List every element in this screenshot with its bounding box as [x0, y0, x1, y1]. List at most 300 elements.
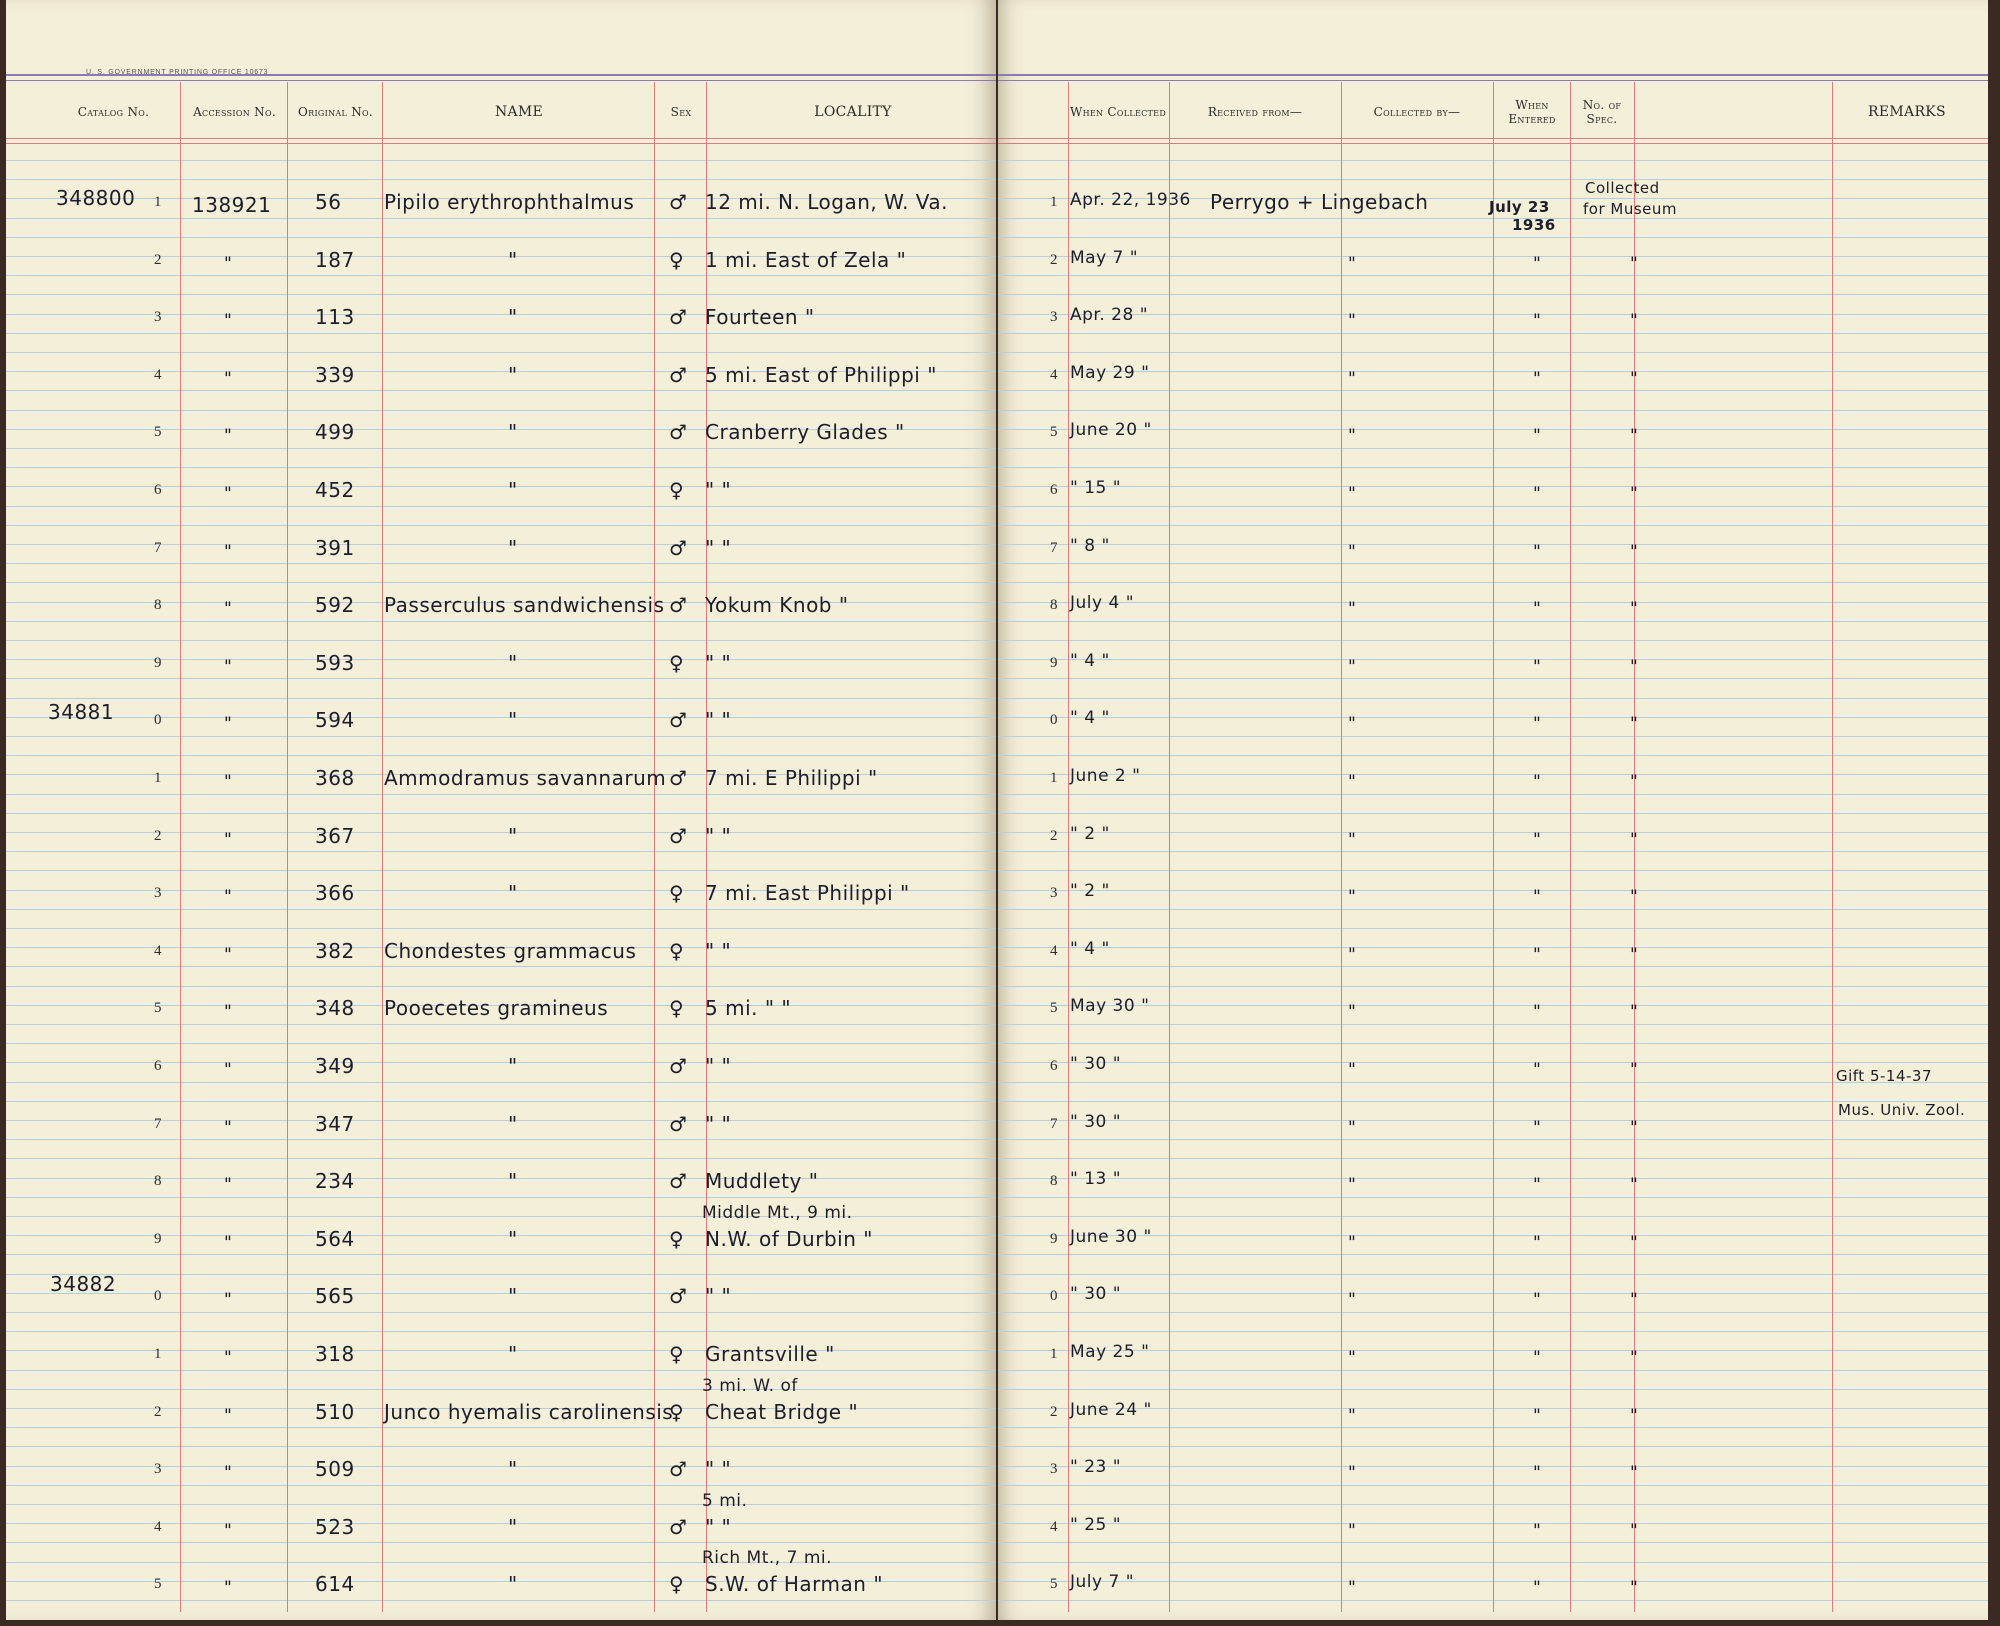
date-collected: June 2 " [1070, 766, 1141, 786]
original-number: 509 [315, 1457, 355, 1481]
accession-ditto: " [224, 254, 233, 274]
column-divider [1493, 82, 1494, 1612]
spec-ditto: " [1630, 1578, 1639, 1598]
locality-number: 7 [1050, 540, 1058, 556]
sex-symbol: ♂ [669, 1284, 688, 1308]
collected-by-ditto: " [1348, 369, 1357, 389]
sex-symbol: ♂ [669, 536, 688, 560]
original-number: 318 [315, 1342, 355, 1366]
collected-by-ditto: " [1348, 1175, 1357, 1195]
remarks-collected: Collected [1585, 179, 1660, 197]
entered-ditto: " [1533, 945, 1542, 965]
locality: " " [705, 824, 732, 848]
original-number: 234 [315, 1169, 355, 1193]
row-digit: 4 [154, 1519, 162, 1535]
ruled-line [6, 179, 996, 180]
locality-number: 3 [1050, 309, 1058, 325]
date-collected: May 25 " [1070, 1342, 1150, 1362]
locality-number: 6 [1050, 482, 1058, 498]
spec-ditto: " [1630, 484, 1639, 504]
ruled-line [6, 80, 996, 81]
species-name: " [508, 478, 518, 502]
collected-by-ditto: " [1348, 1002, 1357, 1022]
collected-by-ditto: " [1348, 254, 1357, 274]
entered-ditto: " [1533, 254, 1542, 274]
accession-ditto: " [224, 772, 233, 792]
species-name: " [508, 1054, 518, 1078]
ruled-line [6, 294, 996, 295]
spec-ditto: " [1630, 1175, 1639, 1195]
sex-symbol: ♀ [669, 1400, 685, 1424]
accession-ditto: " [224, 1578, 233, 1598]
locality: 7 mi. East Philippi " [705, 881, 910, 905]
locality: " " [705, 1112, 732, 1136]
locality: Muddlety " [705, 1169, 819, 1193]
accession-ditto: " [224, 1290, 233, 1310]
date-collected: " 4 " [1070, 651, 1110, 671]
row-digit: 5 [154, 1000, 162, 1016]
spec-ditto: " [1630, 1463, 1639, 1483]
gift-note-institution: Mus. Univ. Zool. [1838, 1101, 1966, 1119]
species-name: " [508, 248, 518, 272]
sex-symbol: ♂ [669, 420, 688, 444]
locality-number: 6 [1050, 1058, 1058, 1074]
collected-by-ditto: " [1348, 887, 1357, 907]
species-name: " [508, 1342, 518, 1366]
when-entered-entry: July 23 [1489, 198, 1550, 216]
original-number: 614 [315, 1572, 355, 1596]
row-digit: 8 [154, 597, 162, 613]
ruled-line [6, 143, 996, 144]
ruled-line [6, 1562, 996, 1563]
species-name: " [508, 824, 518, 848]
sex-symbol: ♂ [669, 190, 688, 214]
ruled-line [6, 1024, 996, 1025]
right-ledger-page [998, 0, 1988, 1620]
accession-ditto: " [224, 657, 233, 677]
date-collected: May 7 " [1070, 248, 1139, 268]
entered-ditto: " [1533, 1060, 1542, 1080]
ruled-line [6, 410, 996, 411]
locality: " " [705, 1457, 732, 1481]
locality-number: 4 [1050, 943, 1058, 959]
sex-symbol: ♂ [669, 363, 688, 387]
collected-by-ditto: " [1348, 1290, 1357, 1310]
sex-symbol: ♂ [669, 708, 688, 732]
sex-symbol: ♂ [669, 1054, 688, 1078]
column-divider [1341, 82, 1342, 1612]
locality: " " [705, 939, 732, 963]
entered-ditto: " [1533, 1002, 1542, 1022]
original-number: 565 [315, 1284, 355, 1308]
header-remarks: REMARKS [1868, 104, 1946, 120]
entered-ditto: " [1533, 1175, 1542, 1195]
original-number: 594 [315, 708, 355, 732]
date-collected: June 30 " [1070, 1227, 1152, 1247]
header-accession-no: Accession No. [193, 105, 276, 119]
ruled-line [6, 582, 996, 583]
ruled-line [6, 1139, 996, 1140]
ruled-line [998, 80, 1988, 81]
column-divider [287, 82, 288, 1612]
left-ledger-page [6, 0, 996, 1620]
original-number: 592 [315, 593, 355, 617]
ruled-line [6, 986, 996, 987]
ruled-line [6, 621, 996, 622]
collected-by-ditto: " [1348, 311, 1357, 331]
date-collected: " 15 " [1070, 478, 1122, 498]
row-digit: 1 [154, 770, 162, 786]
ruled-line [6, 1197, 996, 1198]
header-when-collected: When Collected [1069, 105, 1167, 119]
locality-number: 8 [1050, 597, 1058, 613]
locality-number: 5 [1050, 1576, 1058, 1592]
collected-by-ditto: " [1348, 772, 1357, 792]
accession-ditto: " [224, 830, 233, 850]
original-number: 452 [315, 478, 355, 502]
sex-symbol: ♂ [669, 1457, 688, 1481]
row-digit: 2 [154, 828, 162, 844]
accession-ditto: " [224, 1348, 233, 1368]
entered-ditto: " [1533, 599, 1542, 619]
row-digit: 0 [154, 712, 162, 728]
row-digit: 6 [154, 482, 162, 498]
header-catalog-no: Catalog No. [77, 105, 150, 119]
species-name: " [508, 1284, 518, 1308]
entered-ditto: " [1533, 1406, 1542, 1426]
ruled-line [6, 1485, 996, 1486]
ruled-line [6, 1427, 996, 1428]
ruled-line [6, 160, 996, 161]
accession-ditto: " [224, 369, 233, 389]
spec-ditto: " [1630, 1118, 1639, 1138]
date-collected: " 25 " [1070, 1515, 1122, 1535]
sex-symbol: ♂ [669, 766, 688, 790]
spec-ditto: " [1630, 945, 1639, 965]
locality-number: 0 [1050, 1288, 1058, 1304]
column-divider [1068, 82, 1069, 1612]
entered-ditto: " [1533, 657, 1542, 677]
species-name: " [508, 363, 518, 387]
locality: 7 mi. E Philippi " [705, 766, 878, 790]
row-digit: 1 [154, 194, 162, 210]
spec-ditto: " [1630, 311, 1639, 331]
row-digit: 5 [154, 1576, 162, 1592]
ruled-line [6, 1158, 996, 1159]
original-number: 348 [315, 996, 355, 1020]
locality: " " [705, 651, 732, 675]
row-digit: 2 [154, 1404, 162, 1420]
original-number: 56 [315, 190, 342, 214]
ruled-line [6, 563, 996, 564]
locality: " " [705, 1054, 732, 1078]
species-name: " [508, 1112, 518, 1136]
spec-ditto: " [1630, 542, 1639, 562]
original-number: 499 [315, 420, 355, 444]
row-digit: 8 [154, 1173, 162, 1189]
species-name: " [508, 708, 518, 732]
species-name: " [508, 1169, 518, 1193]
entered-ditto: " [1533, 1233, 1542, 1253]
locality-number: 2 [1050, 828, 1058, 844]
row-digit: 3 [154, 1461, 162, 1477]
spec-ditto: " [1630, 714, 1639, 734]
date-collected: " 4 " [1070, 939, 1110, 959]
ruled-line [6, 1446, 996, 1447]
species-name: " [508, 881, 518, 905]
locality: 1 mi. East of Zela " [705, 248, 907, 272]
collected-by-ditto: " [1348, 426, 1357, 446]
sex-symbol: ♂ [669, 1515, 688, 1539]
date-collected: June 20 " [1070, 420, 1152, 440]
original-number: 368 [315, 766, 355, 790]
ruled-line [6, 1274, 996, 1275]
date-collected: Apr. 22, 1936 [1070, 190, 1191, 210]
sex-symbol: ♂ [669, 593, 688, 617]
species-name: " [508, 1572, 518, 1596]
collected-by-ditto: " [1348, 1060, 1357, 1080]
entered-ditto: " [1533, 830, 1542, 850]
header-locality: LOCALITY [814, 104, 892, 120]
date-collected: June 24 " [1070, 1400, 1152, 1420]
ruled-line [6, 1370, 996, 1371]
date-collected: " 13 " [1070, 1169, 1122, 1189]
accession-ditto: " [224, 1060, 233, 1080]
date-collected: " 2 " [1070, 881, 1110, 901]
original-number: 349 [315, 1054, 355, 1078]
ruled-line [6, 275, 996, 276]
spec-ditto: " [1630, 426, 1639, 446]
original-number: 510 [315, 1400, 355, 1424]
ruled-line [6, 506, 996, 507]
printer-note: U. S. GOVERNMENT PRINTING OFFICE 10673 [86, 69, 269, 76]
locality: 12 mi. N. Logan, W. Va. [705, 190, 949, 214]
accession-ditto: " [224, 1406, 233, 1426]
locality-line-above: Middle Mt., 9 mi. [702, 1203, 853, 1223]
accession-ditto: " [224, 887, 233, 907]
entered-ditto: " [1533, 311, 1542, 331]
locality-number: 9 [1050, 1231, 1058, 1247]
collected-by-ditto: " [1348, 542, 1357, 562]
ruled-line [6, 390, 996, 391]
accession-ditto: " [224, 1233, 233, 1253]
locality-number: 5 [1050, 1000, 1058, 1016]
entered-ditto: " [1533, 484, 1542, 504]
date-collected: " 30 " [1070, 1112, 1122, 1132]
ruled-line [6, 1101, 996, 1102]
entered-ditto: " [1533, 772, 1542, 792]
locality: Grantsville " [705, 1342, 835, 1366]
ruled-line [6, 448, 996, 449]
locality: 5 mi. East of Philippi " [705, 363, 937, 387]
ruled-line [6, 909, 996, 910]
locality-number: 1 [1050, 770, 1058, 786]
date-collected: May 29 " [1070, 363, 1150, 383]
entered-ditto: " [1533, 426, 1542, 446]
original-number: 367 [315, 824, 355, 848]
spec-ditto: " [1630, 772, 1639, 792]
column-divider [1570, 82, 1571, 1612]
ruled-line [6, 1043, 996, 1044]
entered-ditto: " [1533, 369, 1542, 389]
ruled-line [6, 467, 996, 468]
original-number: 564 [315, 1227, 355, 1251]
collected-by-ditto: " [1348, 1348, 1357, 1368]
species-name: " [508, 1227, 518, 1251]
sex-symbol: ♂ [669, 1112, 688, 1136]
date-collected: Apr. 28 " [1070, 305, 1149, 325]
accession-number: 138921 [192, 193, 272, 217]
ruled-line [6, 1542, 996, 1543]
locality: " " [705, 1284, 732, 1308]
collected-by-ditto: " [1348, 945, 1357, 965]
ruled-line [6, 237, 996, 238]
ruled-line [6, 333, 996, 334]
row-digit: 3 [154, 309, 162, 325]
remarks-for-museum: for Museum [1583, 200, 1678, 218]
row-digit: 3 [154, 885, 162, 901]
ruled-line [6, 352, 996, 353]
collected-by-ditto: " [1348, 1463, 1357, 1483]
locality-number: 9 [1050, 655, 1058, 671]
species-name: Passerculus sandwichensis [384, 593, 665, 617]
locality-line-above: Rich Mt., 7 mi. [702, 1548, 833, 1568]
accession-ditto: " [224, 1463, 233, 1483]
date-collected: " 2 " [1070, 824, 1110, 844]
date-collected: July 4 " [1070, 593, 1135, 613]
locality-number: 1 [1050, 1346, 1058, 1362]
spec-ditto: " [1630, 887, 1639, 907]
row-digit: 2 [154, 252, 162, 268]
collected-by-ditto: " [1348, 1118, 1357, 1138]
locality: " " [705, 478, 732, 502]
spec-ditto: " [1630, 1406, 1639, 1426]
spec-ditto: " [1630, 1348, 1639, 1368]
original-number: 366 [315, 881, 355, 905]
species-name: " [508, 420, 518, 444]
date-collected: " 30 " [1070, 1054, 1122, 1074]
header-when-entered: When Entered [1508, 98, 1556, 126]
spec-ditto: " [1630, 254, 1639, 274]
ruled-line [6, 640, 996, 641]
original-number: 593 [315, 651, 355, 675]
accession-ditto: " [224, 599, 233, 619]
row-digit: 0 [154, 1288, 162, 1304]
collected-by-ditto: " [1348, 830, 1357, 850]
locality: N.W. of Durbin " [705, 1227, 873, 1251]
locality-number: 3 [1050, 1461, 1058, 1477]
entered-ditto: " [1533, 1463, 1542, 1483]
row-digit: 6 [154, 1058, 162, 1074]
collected-by-ditto: " [1348, 599, 1357, 619]
original-number: 382 [315, 939, 355, 963]
ruled-line [6, 1504, 996, 1505]
sex-symbol: ♂ [669, 305, 688, 329]
accession-ditto: " [224, 714, 233, 734]
ruled-line [6, 966, 996, 967]
accession-ditto: " [224, 311, 233, 331]
locality-line-above: 5 mi. [702, 1491, 748, 1511]
locality-number: 0 [1050, 712, 1058, 728]
sex-symbol: ♀ [669, 881, 685, 905]
sex-symbol: ♀ [669, 996, 685, 1020]
spec-ditto: " [1630, 1233, 1639, 1253]
column-divider [654, 82, 655, 1612]
header-original-no: Original No. [298, 105, 373, 119]
spec-ditto: " [1630, 1060, 1639, 1080]
column-divider [1169, 82, 1170, 1612]
spec-ditto: " [1630, 599, 1639, 619]
locality: " " [705, 1515, 732, 1539]
locality: S.W. of Harman " [705, 1572, 884, 1596]
locality: " " [705, 708, 732, 732]
locality-number: 2 [1050, 1404, 1058, 1420]
date-collected: May 30 " [1070, 996, 1150, 1016]
catalog-number-mark: 34881 [48, 700, 115, 724]
row-digit: 4 [154, 943, 162, 959]
spec-ditto: " [1630, 657, 1639, 677]
date-collected: " 23 " [1070, 1457, 1122, 1477]
collected-by-ditto: " [1348, 1578, 1357, 1598]
locality-number: 4 [1050, 367, 1058, 383]
header-sex: Sex [670, 105, 692, 119]
accession-ditto: " [224, 945, 233, 965]
ruled-line [6, 698, 996, 699]
collected-by-ditto: " [1348, 714, 1357, 734]
ruled-line [6, 1389, 996, 1390]
locality: Fourteen " [705, 305, 815, 329]
ruled-line [6, 928, 996, 929]
header-collected-by: Collected by— [1373, 105, 1461, 119]
collected-by-ditto: " [1348, 484, 1357, 504]
ruled-line [998, 74, 1988, 76]
locality: Cranberry Glades " [705, 420, 905, 444]
ruled-line [6, 755, 996, 756]
ruled-line [6, 870, 996, 871]
locality-number: 8 [1050, 1173, 1058, 1189]
ruled-line [6, 794, 996, 795]
entered-ditto: " [1533, 1290, 1542, 1310]
sex-symbol: ♀ [669, 1342, 685, 1366]
row-digit: 7 [154, 540, 162, 556]
original-number: 347 [315, 1112, 355, 1136]
original-number: 113 [315, 305, 355, 329]
accession-ditto: " [224, 484, 233, 504]
date-collected: July 7 " [1070, 1572, 1135, 1592]
spec-ditto: " [1630, 1002, 1639, 1022]
ruled-line [6, 1331, 996, 1332]
original-number: 523 [315, 1515, 355, 1539]
sex-symbol: ♀ [669, 651, 685, 675]
received-from-entry: Perrygo + Lingebach [1210, 190, 1429, 214]
row-digit: 5 [154, 424, 162, 440]
entered-ditto: " [1533, 1521, 1542, 1541]
date-collected: " 4 " [1070, 708, 1110, 728]
original-number: 187 [315, 248, 355, 272]
row-digit: 1 [154, 1346, 162, 1362]
locality-number: 2 [1050, 252, 1058, 268]
when-entered-year: 1936 [1512, 216, 1556, 234]
ruled-line [6, 1312, 996, 1313]
column-divider [180, 82, 181, 1612]
collected-by-ditto: " [1348, 1521, 1357, 1541]
accession-ditto: " [224, 426, 233, 446]
date-collected: " 8 " [1070, 536, 1110, 556]
original-number: 391 [315, 536, 355, 560]
ruled-line [6, 1600, 996, 1601]
spec-ditto: " [1630, 1521, 1639, 1541]
species-name: Pipilo erythrophthalmus [384, 190, 635, 214]
